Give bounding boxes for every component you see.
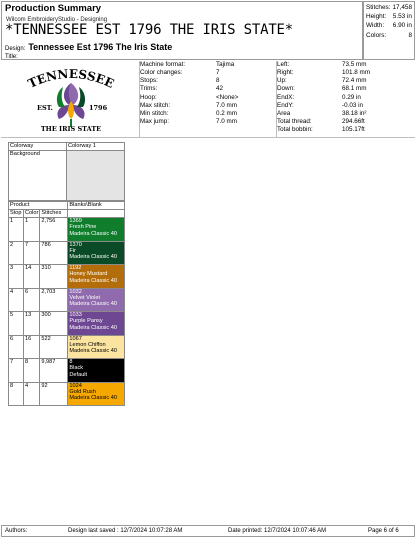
thread-brand: Madeira Classic 40 — [69, 277, 117, 284]
stop-stop: 3 — [9, 265, 24, 289]
info-row — [140, 102, 276, 110]
last-saved: Design last saved : 12/7/2024 10:07:28 AM — [68, 528, 183, 534]
info-value: 73.5 mm — [342, 61, 367, 68]
design-row — [5, 42, 172, 52]
logo-bottom-text: THE IRIS STATE — [40, 125, 102, 133]
stop-stitches: 310 — [40, 265, 68, 289]
date-printed: Date printed: 12/7/2024 10:07:46 AM — [228, 528, 327, 534]
stop-stitches: 522 — [40, 335, 68, 359]
stat-value: 8 — [408, 31, 412, 39]
thread-code: 1024 — [69, 382, 82, 389]
design-name: Tennessee Est 1796 The Iris State — [28, 42, 173, 52]
machine-info — [140, 61, 276, 126]
page-number: Page 6 of 6 — [368, 528, 399, 534]
info-row — [277, 110, 415, 118]
stop-stop: 5 — [9, 312, 24, 336]
title-label: Title: — [5, 54, 18, 60]
report-header — [1, 1, 363, 60]
info-value: 101.8 mm — [342, 69, 370, 77]
thread-name: Black — [69, 365, 84, 372]
stop-stitches: 786 — [40, 241, 68, 265]
thread-swatch — [68, 312, 125, 336]
stop-stitches: 2,703 — [40, 288, 68, 312]
colorway-header: Colorway — [9, 143, 67, 151]
stop-stitches: 300 — [40, 312, 68, 336]
stat-value: 6.90 in — [392, 22, 412, 30]
stop-row — [9, 312, 125, 336]
stop-stitches: 2,756 — [40, 218, 68, 242]
thread-brand: Madeira Classic 40 — [69, 230, 117, 237]
design-preview — [3, 61, 138, 136]
info-value: <None> — [216, 93, 239, 101]
stop-color: 8 — [24, 359, 40, 383]
info-row — [140, 77, 276, 85]
thread-name: Purple Pansy — [69, 318, 103, 325]
info-key: Hoop: — [140, 93, 157, 101]
info-key: Machine format: — [140, 61, 186, 68]
iris-flower-icon — [57, 83, 85, 127]
thread-swatch — [68, 335, 125, 359]
logo-svg — [3, 61, 138, 136]
info-key: Right: — [277, 69, 294, 77]
authors-label: Authors: — [5, 528, 28, 534]
logo-top-text: TENNESSEE — [25, 66, 117, 91]
thread-brand: Madeira Classic 40 — [69, 348, 117, 355]
report-footer — [1, 525, 415, 537]
info-value: 7.0 mm — [216, 101, 237, 109]
thread-brand: Madeira Classic 40 — [69, 395, 117, 402]
info-row — [277, 69, 415, 77]
design-label: Design: — [5, 46, 26, 52]
stat-key: Stitches: — [366, 4, 391, 11]
info-value: 0.2 mm — [216, 109, 237, 117]
stop-row — [9, 335, 125, 359]
thread-swatch — [68, 288, 125, 312]
thread-col-header — [68, 210, 125, 218]
stop-color: 14 — [24, 265, 40, 289]
background-swatch — [67, 151, 125, 201]
info-key: Stops: — [140, 77, 158, 85]
info-row — [140, 94, 276, 102]
stop-stop: 4 — [9, 288, 24, 312]
stop-row — [9, 288, 125, 312]
thread-brand: Madeira Classic 40 — [69, 324, 117, 331]
info-row — [277, 126, 415, 134]
thread-brand: Default — [69, 371, 88, 378]
colorway-table — [8, 142, 125, 201]
info-row — [277, 77, 415, 85]
thread-swatch — [68, 265, 125, 289]
stop-stitches: 92 — [40, 382, 68, 406]
design-big-title: *TENNESSEE EST 1796 THE IRIS STATE* — [5, 22, 294, 38]
info-key: Max jump: — [140, 118, 170, 126]
thread-swatch — [68, 241, 125, 265]
info-value: 68.1 mm — [342, 85, 367, 93]
info-key: Color changes: — [140, 69, 183, 77]
thread-code: 8 — [69, 359, 73, 365]
logo-left-text: EST. — [37, 104, 53, 112]
info-key: Total bobbin: — [277, 126, 313, 134]
divider — [1, 137, 415, 138]
stat-key: Colors: — [366, 31, 387, 39]
info-row — [140, 118, 276, 126]
info-value: 38.18 in² — [342, 109, 367, 117]
thread-name: Velvet Violet — [69, 294, 101, 301]
thread-brand: Madeira Classic 40 — [69, 301, 117, 308]
info-row — [140, 61, 276, 69]
stat-row — [366, 21, 412, 30]
info-row — [277, 61, 415, 69]
stop-stitches: 9,987 — [40, 359, 68, 383]
thread-code: 1369 — [69, 218, 82, 224]
stat-row — [366, 3, 412, 12]
stops-table — [8, 201, 125, 406]
info-key: Down: — [277, 85, 295, 93]
info-key: Area — [277, 109, 291, 117]
info-value: -0.03 in — [342, 101, 364, 109]
stop-stop: 7 — [9, 359, 24, 383]
stat-value: 17,458 — [392, 4, 412, 11]
info-value: 294.66ft — [342, 118, 365, 126]
background-label: Background — [9, 151, 67, 201]
thread-swatch — [68, 382, 125, 406]
info-row — [140, 85, 276, 93]
stop-row — [9, 265, 125, 289]
logo-right-text: 1796 — [89, 104, 108, 112]
software-name: Wilcom EmbroideryStudio - Designing — [6, 17, 108, 23]
info-value: 42 — [216, 85, 224, 93]
blanks-header: Blanks\Blank — [68, 202, 125, 210]
stop-row — [9, 359, 125, 383]
stop-stop: 1 — [9, 218, 24, 242]
extent-info — [277, 61, 415, 134]
info-row — [140, 69, 276, 77]
info-key: Total thread: — [277, 118, 312, 126]
stop-color: 1 — [24, 218, 40, 242]
thread-swatch — [68, 218, 125, 242]
stop-row — [9, 241, 125, 265]
info-key: Trims: — [140, 85, 158, 93]
stitches-col-header: Stitches — [40, 210, 68, 218]
color-col-header: Color — [25, 210, 39, 216]
thread-swatch — [68, 359, 125, 383]
stop-color: 13 — [24, 312, 40, 336]
info-value: 8 — [216, 77, 220, 85]
stat-row — [366, 12, 412, 21]
info-key: EndX: — [277, 93, 295, 101]
info-row — [277, 85, 415, 93]
stops-body — [9, 218, 125, 406]
thread-code: 1370 — [69, 241, 82, 248]
stop-row — [9, 382, 125, 406]
colorway-name-header: Colorway 1 — [67, 143, 125, 151]
thread-name: Gold Rush — [69, 388, 96, 395]
stat-row — [366, 31, 412, 40]
thread-name: Lemon Chiffon — [69, 341, 106, 348]
info-key: EndY: — [277, 101, 294, 109]
info-value: 0.29 in — [342, 93, 361, 101]
stop-color: 4 — [24, 382, 40, 406]
stats-box — [363, 1, 415, 60]
thread-brand: Madeira Classic 40 — [69, 254, 117, 261]
thread-code: 1067 — [69, 335, 82, 342]
info-value: 7 — [216, 69, 220, 77]
product-header: Product — [9, 202, 68, 210]
stop-col-header: Stop — [10, 210, 22, 216]
stat-key: Width: — [366, 22, 385, 30]
info-row — [277, 94, 415, 102]
thread-name: Fir — [69, 247, 76, 254]
thread-name: Fresh Pine — [69, 224, 97, 231]
info-value: 105.17ft — [342, 126, 365, 134]
info-key: Left: — [277, 61, 290, 68]
stat-value: 5.53 in — [392, 13, 412, 21]
info-key: Up: — [277, 77, 287, 85]
info-key: Min stitch: — [140, 109, 169, 117]
info-row — [277, 102, 415, 110]
report-title: Production Summary — [5, 3, 102, 14]
thread-code: 1192 — [69, 265, 82, 271]
info-row — [140, 110, 276, 118]
stat-key: Height: — [366, 13, 387, 21]
info-row — [277, 118, 415, 126]
info-key: Max stitch: — [140, 101, 171, 109]
stop-row — [9, 218, 125, 242]
stop-stop: 2 — [9, 241, 24, 265]
thread-code: 1033 — [69, 312, 82, 318]
stop-color: 16 — [24, 335, 40, 359]
thread-code: 1032 — [69, 288, 82, 295]
info-value: 7.0 mm — [216, 118, 237, 126]
thread-name: Honey Mustard — [69, 271, 108, 278]
stop-stop: 8 — [9, 382, 24, 406]
info-value: Tajima — [216, 61, 235, 68]
info-value: 72.4 mm — [342, 77, 367, 85]
stop-color: 7 — [24, 241, 40, 265]
stop-color: 6 — [24, 288, 40, 312]
stop-stop: 6 — [9, 335, 24, 359]
